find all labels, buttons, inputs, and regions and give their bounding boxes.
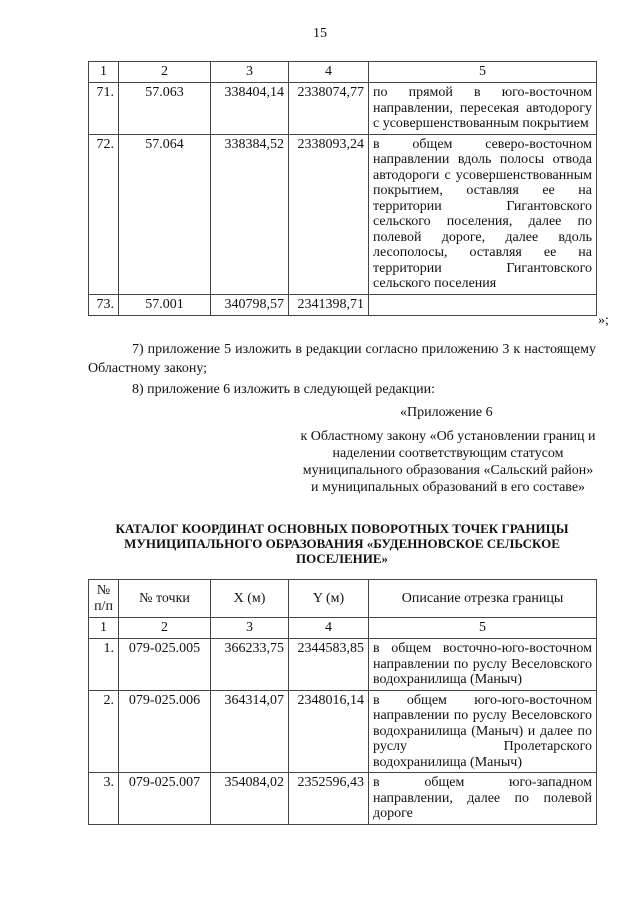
y-coordinate: 2344583,85	[289, 639, 369, 691]
table-row	[89, 639, 597, 691]
table-header-row	[89, 62, 597, 83]
row-index: 3.	[89, 773, 119, 825]
y-coordinate: 2341398,71	[289, 294, 369, 315]
paragraph-7: 7) приложение 5 изложить в редакции согласно приложению 3 к настоящему Областному закону;	[88, 342, 596, 376]
paragraph-8: 8) приложение 6 изложить в следующей редакции:	[132, 382, 435, 397]
coordinates-table-continued	[88, 61, 597, 316]
closing-quote: »;	[598, 313, 609, 328]
segment-description: в общем северо-восточном направлении вдоль полосы отвода автодороги с усовершенствованным покрытием, оставляя ее на территории Гигантовского сельского поселения, далее по полевой дороге, далее вдоль лесополосы, оставляя ее на территории Гигантовского сельского поселения	[369, 134, 597, 294]
appendix-subtitle: к Областному закону «Об установлении границ и наделении соответствующим статусом муниципального образования «Сальский район» и муниципальных образований в его составе»	[300, 429, 596, 495]
y-coordinate: 2338093,24	[289, 134, 369, 294]
segment-description: в общем восточно-юго-восточном направлении по руслу Веселовского водохранилища (Маныч)	[369, 639, 597, 691]
point-id: 57.001	[119, 294, 211, 315]
coordinates-catalog-table	[88, 579, 597, 825]
row-index: 71.	[89, 83, 119, 135]
segment-description	[369, 294, 597, 315]
point-id: 079-025.007	[119, 773, 211, 825]
column-number: 2	[119, 618, 211, 639]
y-coordinate: 2352596,43	[289, 773, 369, 825]
table-row	[89, 294, 597, 315]
row-index: 1.	[89, 639, 119, 691]
column-number: 5	[369, 618, 597, 639]
column-header: Y (м)	[289, 580, 369, 618]
x-coordinate: 366233,75	[211, 639, 289, 691]
row-index: 73.	[89, 294, 119, 315]
row-index: 72.	[89, 134, 119, 294]
y-coordinate: 2338074,77	[289, 83, 369, 135]
table-numbering-row	[89, 618, 597, 639]
column-number: 2	[119, 62, 211, 83]
column-header: № п/п	[89, 580, 119, 618]
point-id: 079-025.005	[119, 639, 211, 691]
column-number: 5	[369, 62, 597, 83]
column-number: 1	[89, 618, 119, 639]
column-header: X (м)	[211, 580, 289, 618]
appendix-title: «Приложение 6	[400, 405, 493, 420]
page-number: 15	[313, 26, 327, 41]
column-number: 4	[289, 62, 369, 83]
segment-description: в общем юго-западном направлении, далее по полевой дороге	[369, 773, 597, 825]
column-header: Описание отрезка границы	[369, 580, 597, 618]
catalog-title: КАТАЛОГ КООРДИНАТ ОСНОВНЫХ ПОВОРОТНЫХ ТОЧЕК ГРАНИЦЫ МУНИЦИПАЛЬНОГО ОБРАЗОВАНИЯ «БУДЕННОВСКОЕ СЕЛЬСКОЕ ПОСЕЛЕНИЕ»	[115, 521, 569, 566]
column-number: 3	[211, 62, 289, 83]
table-header-row	[89, 580, 597, 618]
column-header: № точки	[119, 580, 211, 618]
table-row	[89, 690, 597, 773]
table-row	[89, 134, 597, 294]
x-coordinate: 340798,57	[211, 294, 289, 315]
x-coordinate: 338404,14	[211, 83, 289, 135]
segment-description: по прямой в юго-восточном направлении, пересекая автодорогу с усовершенствованным покрытием	[369, 83, 597, 135]
y-coordinate: 2348016,14	[289, 690, 369, 773]
point-id: 57.063	[119, 83, 211, 135]
column-number: 4	[289, 618, 369, 639]
row-index: 2.	[89, 690, 119, 773]
table-row	[89, 83, 597, 135]
x-coordinate: 364314,07	[211, 690, 289, 773]
column-number: 1	[89, 62, 119, 83]
x-coordinate: 354084,02	[211, 773, 289, 825]
point-id: 079-025.006	[119, 690, 211, 773]
x-coordinate: 338384,52	[211, 134, 289, 294]
segment-description: в общем юго-юго-восточном направлении по руслу Веселовского водохранилища (Маныч) и далее по руслу Пролетарского водохранилища (Маныч)	[369, 690, 597, 773]
point-id: 57.064	[119, 134, 211, 294]
column-number: 3	[211, 618, 289, 639]
table-row	[89, 773, 597, 825]
